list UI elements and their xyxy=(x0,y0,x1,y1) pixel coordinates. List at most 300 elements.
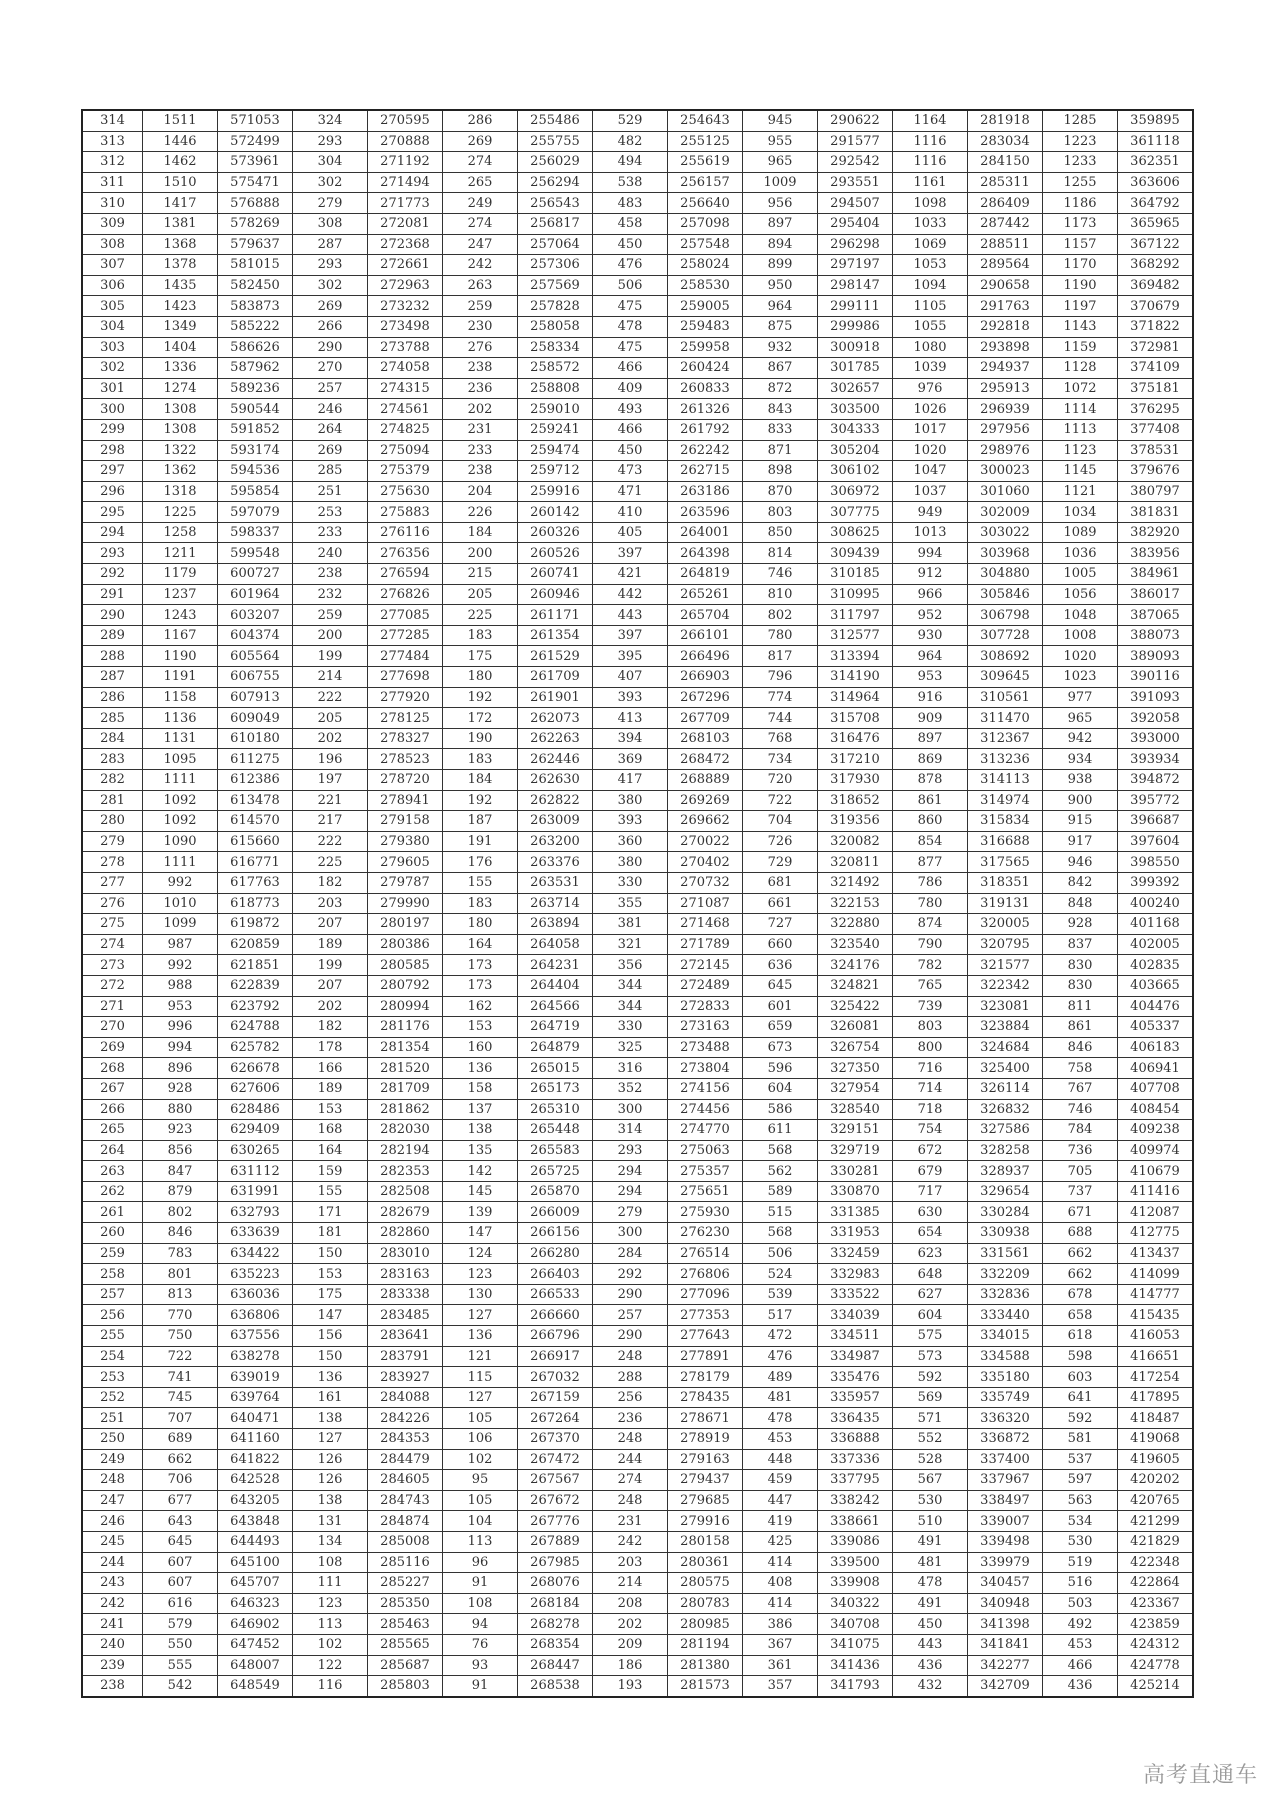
table-cell: 126 xyxy=(293,1470,368,1491)
table-cell: 147 xyxy=(443,1223,518,1244)
table-cell: 331385 xyxy=(818,1202,893,1223)
table-cell: 930 xyxy=(893,625,968,646)
table-cell: 282508 xyxy=(368,1181,443,1202)
table-cell: 222 xyxy=(293,831,368,852)
table-cell: 626678 xyxy=(218,1058,293,1079)
table-cell: 306798 xyxy=(968,605,1043,626)
table-cell: 774 xyxy=(743,687,818,708)
table-row xyxy=(82,975,1193,996)
table-cell: 298976 xyxy=(968,440,1043,461)
table-cell: 1111 xyxy=(143,852,218,873)
table-cell: 314113 xyxy=(968,770,1043,791)
table-row xyxy=(82,955,1193,976)
table-cell: 124 xyxy=(443,1243,518,1264)
table-cell: 289564 xyxy=(968,255,1043,276)
table-cell: 256 xyxy=(593,1387,668,1408)
table-cell: 847 xyxy=(143,1161,218,1182)
table-cell: 160 xyxy=(443,1037,518,1058)
table-cell: 166 xyxy=(293,1058,368,1079)
table-cell: 340457 xyxy=(968,1573,1043,1594)
table-cell: 391093 xyxy=(1118,687,1194,708)
table-cell: 263596 xyxy=(668,502,743,523)
table-cell: 436 xyxy=(893,1655,968,1676)
table-cell: 459 xyxy=(743,1470,818,1491)
table-cell: 604374 xyxy=(218,625,293,646)
table-cell: 537 xyxy=(1043,1449,1118,1470)
table-cell: 268184 xyxy=(518,1593,593,1614)
table-cell: 280386 xyxy=(368,934,443,955)
table-cell: 409974 xyxy=(1118,1140,1194,1161)
table-cell: 688 xyxy=(1043,1223,1118,1244)
table-cell: 96 xyxy=(443,1552,518,1573)
table-cell: 606755 xyxy=(218,667,293,688)
table-row xyxy=(82,934,1193,955)
table-cell: 364792 xyxy=(1118,193,1194,214)
table-cell: 260326 xyxy=(518,522,593,543)
table-cell: 279158 xyxy=(368,811,443,832)
table-cell: 1026 xyxy=(893,399,968,420)
score-cell: 245 xyxy=(82,1531,143,1552)
table-cell: 238 xyxy=(443,461,518,482)
table-cell: 357 xyxy=(743,1676,818,1697)
table-cell: 662 xyxy=(1043,1243,1118,1264)
table-cell: 643848 xyxy=(218,1511,293,1532)
table-cell: 880 xyxy=(143,1099,218,1120)
table-cell: 397604 xyxy=(1118,831,1194,852)
table-cell: 1190 xyxy=(1043,275,1118,296)
table-cell: 156 xyxy=(293,1326,368,1347)
table-cell: 200 xyxy=(293,625,368,646)
table-cell: 293898 xyxy=(968,337,1043,358)
table-cell: 515 xyxy=(743,1202,818,1223)
table-cell: 524 xyxy=(743,1264,818,1285)
table-cell: 482 xyxy=(593,131,668,152)
table-cell: 317930 xyxy=(818,770,893,791)
table-cell: 607913 xyxy=(218,687,293,708)
table-cell: 267032 xyxy=(518,1367,593,1388)
table-cell: 273163 xyxy=(668,1017,743,1038)
table-cell: 442 xyxy=(593,584,668,605)
table-cell: 475 xyxy=(593,296,668,317)
table-row xyxy=(82,996,1193,1017)
table-cell: 1237 xyxy=(143,584,218,605)
table-cell: 573961 xyxy=(218,152,293,173)
table-cell: 279990 xyxy=(368,893,443,914)
table-cell: 248 xyxy=(593,1490,668,1511)
table-cell: 271468 xyxy=(668,914,743,935)
table-cell: 180 xyxy=(443,667,518,688)
table-cell: 268538 xyxy=(518,1676,593,1697)
table-cell: 266660 xyxy=(518,1305,593,1326)
table-cell: 324821 xyxy=(818,975,893,996)
table-cell: 105 xyxy=(443,1490,518,1511)
table-cell: 1233 xyxy=(1043,152,1118,173)
table-cell: 267296 xyxy=(668,687,743,708)
table-cell: 257569 xyxy=(518,275,593,296)
table-cell: 283927 xyxy=(368,1367,443,1388)
table-cell: 596 xyxy=(743,1058,818,1079)
table-cell: 371822 xyxy=(1118,316,1194,337)
table-cell: 405 xyxy=(593,522,668,543)
table-cell: 301060 xyxy=(968,481,1043,502)
score-cell: 251 xyxy=(82,1408,143,1429)
table-cell: 877 xyxy=(893,852,968,873)
table-cell: 285116 xyxy=(368,1552,443,1573)
table-cell: 272081 xyxy=(368,213,443,234)
table-cell: 275094 xyxy=(368,440,443,461)
table-cell: 595854 xyxy=(218,481,293,502)
table-cell: 1069 xyxy=(893,234,968,255)
table-cell: 285803 xyxy=(368,1676,443,1697)
table-cell: 259 xyxy=(293,605,368,626)
table-cell: 175 xyxy=(293,1284,368,1305)
table-cell: 614570 xyxy=(218,811,293,832)
table-cell: 765 xyxy=(893,975,968,996)
table-body xyxy=(82,110,1193,1697)
table-cell: 1009 xyxy=(743,172,818,193)
table-cell: 407 xyxy=(593,667,668,688)
table-cell: 256817 xyxy=(518,213,593,234)
table-cell: 238 xyxy=(293,564,368,585)
table-cell: 260526 xyxy=(518,543,593,564)
table-cell: 372981 xyxy=(1118,337,1194,358)
table-cell: 184 xyxy=(443,522,518,543)
table-cell: 334039 xyxy=(818,1305,893,1326)
table-cell: 281709 xyxy=(368,1078,443,1099)
table-cell: 266101 xyxy=(668,625,743,646)
table-cell: 846 xyxy=(143,1223,218,1244)
table-cell: 302657 xyxy=(818,378,893,399)
table-row xyxy=(82,461,1193,482)
table-cell: 1258 xyxy=(143,522,218,543)
table-cell: 281573 xyxy=(668,1676,743,1697)
table-cell: 341075 xyxy=(818,1634,893,1655)
table-cell: 280783 xyxy=(668,1593,743,1614)
table-cell: 295913 xyxy=(968,378,1043,399)
table-cell: 259916 xyxy=(518,481,593,502)
table-cell: 296939 xyxy=(968,399,1043,420)
table-cell: 817 xyxy=(743,646,818,667)
table-cell: 483 xyxy=(593,193,668,214)
table-cell: 1114 xyxy=(1043,399,1118,420)
table-cell: 411416 xyxy=(1118,1181,1194,1202)
table-cell: 932 xyxy=(743,337,818,358)
table-cell: 214 xyxy=(593,1573,668,1594)
table-cell: 662 xyxy=(1043,1264,1118,1285)
table-cell: 256029 xyxy=(518,152,593,173)
table-cell: 262242 xyxy=(668,440,743,461)
table-cell: 312577 xyxy=(818,625,893,646)
table-cell: 398550 xyxy=(1118,852,1194,873)
table-cell: 270888 xyxy=(368,131,443,152)
table-cell: 283485 xyxy=(368,1305,443,1326)
score-cell: 284 xyxy=(82,728,143,749)
table-cell: 296298 xyxy=(818,234,893,255)
table-cell: 612386 xyxy=(218,770,293,791)
table-row xyxy=(82,1058,1193,1079)
table-cell: 443 xyxy=(593,605,668,626)
table-cell: 269269 xyxy=(668,790,743,811)
table-cell: 587962 xyxy=(218,358,293,379)
table-cell: 274770 xyxy=(668,1120,743,1141)
table-cell: 450 xyxy=(893,1614,968,1635)
table-cell: 264398 xyxy=(668,543,743,564)
table-cell: 344 xyxy=(593,975,668,996)
table-row xyxy=(82,1614,1193,1635)
table-cell: 389093 xyxy=(1118,646,1194,667)
table-row xyxy=(82,316,1193,337)
table-cell: 599548 xyxy=(218,543,293,564)
table-cell: 233 xyxy=(443,440,518,461)
table-cell: 621851 xyxy=(218,955,293,976)
table-cell: 285350 xyxy=(368,1593,443,1614)
table-cell: 171 xyxy=(293,1202,368,1223)
score-cell: 278 xyxy=(82,852,143,873)
table-cell: 297197 xyxy=(818,255,893,276)
table-cell: 671 xyxy=(1043,1202,1118,1223)
table-cell: 783 xyxy=(143,1243,218,1264)
table-cell: 681 xyxy=(743,872,818,893)
table-cell: 123 xyxy=(443,1264,518,1285)
table-cell: 726 xyxy=(743,831,818,852)
table-cell: 337400 xyxy=(968,1449,1043,1470)
table-cell: 291763 xyxy=(968,296,1043,317)
table-cell: 292542 xyxy=(818,152,893,173)
table-cell: 264566 xyxy=(518,996,593,1017)
table-cell: 155 xyxy=(293,1181,368,1202)
table-cell: 604 xyxy=(893,1305,968,1326)
table-cell: 340322 xyxy=(818,1593,893,1614)
table-cell: 1037 xyxy=(893,481,968,502)
table-cell: 393934 xyxy=(1118,749,1194,770)
score-cell: 285 xyxy=(82,708,143,729)
table-cell: 450 xyxy=(593,440,668,461)
table-cell: 630 xyxy=(893,1202,968,1223)
score-cell: 268 xyxy=(82,1058,143,1079)
table-cell: 476 xyxy=(593,255,668,276)
table-cell: 489 xyxy=(743,1367,818,1388)
table-cell: 1089 xyxy=(1043,522,1118,543)
table-cell: 255755 xyxy=(518,131,593,152)
table-cell: 1131 xyxy=(143,728,218,749)
table-cell: 279 xyxy=(293,193,368,214)
table-cell: 251 xyxy=(293,481,368,502)
table-cell: 413437 xyxy=(1118,1243,1194,1264)
table-cell: 329719 xyxy=(818,1140,893,1161)
table-cell: 610180 xyxy=(218,728,293,749)
table-cell: 265725 xyxy=(518,1161,593,1182)
table-cell: 563 xyxy=(1043,1490,1118,1511)
table-cell: 207 xyxy=(293,975,368,996)
table-cell: 450 xyxy=(593,234,668,255)
table-cell: 267159 xyxy=(518,1387,593,1408)
table-row xyxy=(82,172,1193,193)
table-cell: 306972 xyxy=(818,481,893,502)
table-cell: 360 xyxy=(593,831,668,852)
table-cell: 780 xyxy=(893,893,968,914)
score-cell: 254 xyxy=(82,1346,143,1367)
table-cell: 768 xyxy=(743,728,818,749)
table-cell: 425 xyxy=(743,1531,818,1552)
table-cell: 956 xyxy=(743,193,818,214)
score-cell: 257 xyxy=(82,1284,143,1305)
table-cell: 339086 xyxy=(818,1531,893,1552)
table-cell: 493 xyxy=(593,399,668,420)
table-row xyxy=(82,1367,1193,1388)
table-cell: 285 xyxy=(293,461,368,482)
table-cell: 369 xyxy=(593,749,668,770)
table-cell: 277096 xyxy=(668,1284,743,1305)
table-cell: 406941 xyxy=(1118,1058,1194,1079)
table-cell: 1017 xyxy=(893,419,968,440)
table-row xyxy=(82,502,1193,523)
table-cell: 286 xyxy=(443,110,518,131)
table-cell: 279163 xyxy=(668,1449,743,1470)
table-row xyxy=(82,811,1193,832)
table-cell: 153 xyxy=(293,1099,368,1120)
table-cell: 422864 xyxy=(1118,1573,1194,1594)
table-cell: 603 xyxy=(1043,1367,1118,1388)
table-cell: 284088 xyxy=(368,1387,443,1408)
table-cell: 182 xyxy=(293,872,368,893)
table-cell: 192 xyxy=(443,790,518,811)
score-cell: 281 xyxy=(82,790,143,811)
table-cell: 583873 xyxy=(218,296,293,317)
table-row xyxy=(82,1305,1193,1326)
table-cell: 260142 xyxy=(518,502,593,523)
table-cell: 286409 xyxy=(968,193,1043,214)
table-cell: 271789 xyxy=(668,934,743,955)
table-cell: 659 xyxy=(743,1017,818,1038)
table-cell: 254643 xyxy=(668,110,743,131)
table-cell: 335180 xyxy=(968,1367,1043,1388)
table-cell: 269 xyxy=(443,131,518,152)
table-cell: 423859 xyxy=(1118,1614,1194,1635)
table-cell: 950 xyxy=(743,275,818,296)
table-cell: 134 xyxy=(293,1531,368,1552)
table-cell: 896 xyxy=(143,1058,218,1079)
table-cell: 833 xyxy=(743,419,818,440)
table-cell: 1462 xyxy=(143,152,218,173)
table-cell: 256640 xyxy=(668,193,743,214)
table-cell: 746 xyxy=(743,564,818,585)
table-cell: 966 xyxy=(893,584,968,605)
table-cell: 186 xyxy=(593,1655,668,1676)
table-cell: 414099 xyxy=(1118,1264,1194,1285)
table-cell: 417254 xyxy=(1118,1367,1194,1388)
table-cell: 335957 xyxy=(818,1387,893,1408)
table-cell: 277285 xyxy=(368,625,443,646)
table-cell: 273488 xyxy=(668,1037,743,1058)
table-cell: 203 xyxy=(593,1552,668,1573)
table-cell: 275651 xyxy=(668,1181,743,1202)
table-row xyxy=(82,1634,1193,1655)
table-cell: 1005 xyxy=(1043,564,1118,585)
table-cell: 279380 xyxy=(368,831,443,852)
table-cell: 284226 xyxy=(368,1408,443,1429)
table-cell: 127 xyxy=(443,1305,518,1326)
table-cell: 394872 xyxy=(1118,770,1194,791)
table-cell: 707 xyxy=(143,1408,218,1429)
score-cell: 306 xyxy=(82,275,143,296)
table-cell: 578269 xyxy=(218,213,293,234)
table-cell: 293 xyxy=(593,1140,668,1161)
table-cell: 848 xyxy=(1043,893,1118,914)
table-cell: 344 xyxy=(593,996,668,1017)
table-cell: 278435 xyxy=(668,1387,743,1408)
table-cell: 635223 xyxy=(218,1264,293,1285)
table-cell: 266009 xyxy=(518,1202,593,1223)
table-cell: 1255 xyxy=(1043,172,1118,193)
table-cell: 233 xyxy=(293,522,368,543)
table-cell: 238 xyxy=(443,358,518,379)
table-cell: 283034 xyxy=(968,131,1043,152)
table-cell: 225 xyxy=(293,852,368,873)
table-cell: 871 xyxy=(743,440,818,461)
table-cell: 598 xyxy=(1043,1346,1118,1367)
table-cell: 402835 xyxy=(1118,955,1194,976)
table-cell: 331561 xyxy=(968,1243,1043,1264)
table-cell: 138 xyxy=(293,1490,368,1511)
table-row xyxy=(82,1470,1193,1491)
table-cell: 1099 xyxy=(143,914,218,935)
table-cell: 466 xyxy=(593,419,668,440)
table-cell: 634422 xyxy=(218,1243,293,1264)
score-cell: 313 xyxy=(82,131,143,152)
table-cell: 800 xyxy=(893,1037,968,1058)
table-cell: 259712 xyxy=(518,461,593,482)
table-cell: 803 xyxy=(743,502,818,523)
table-cell: 130 xyxy=(443,1284,518,1305)
table-cell: 261326 xyxy=(668,399,743,420)
table-cell: 340708 xyxy=(818,1614,893,1635)
table-cell: 267672 xyxy=(518,1490,593,1511)
table-cell: 996 xyxy=(143,1017,218,1038)
table-cell: 850 xyxy=(743,522,818,543)
table-row xyxy=(82,1490,1193,1511)
table-cell: 630265 xyxy=(218,1140,293,1161)
table-cell: 326754 xyxy=(818,1037,893,1058)
table-cell: 899 xyxy=(743,255,818,276)
table-cell: 217 xyxy=(293,811,368,832)
table-cell: 472 xyxy=(743,1326,818,1347)
table-cell: 1186 xyxy=(1043,193,1118,214)
table-cell: 299111 xyxy=(818,296,893,317)
score-cell: 244 xyxy=(82,1552,143,1573)
table-cell: 264001 xyxy=(668,522,743,543)
table-cell: 259241 xyxy=(518,419,593,440)
table-cell: 294 xyxy=(593,1161,668,1182)
table-cell: 478 xyxy=(593,316,668,337)
table-cell: 643205 xyxy=(218,1490,293,1511)
table-cell: 292 xyxy=(593,1264,668,1285)
score-cell: 314 xyxy=(82,110,143,131)
table-cell: 258024 xyxy=(668,255,743,276)
table-cell: 729 xyxy=(743,852,818,873)
table-cell: 644493 xyxy=(218,1531,293,1552)
table-cell: 265173 xyxy=(518,1078,593,1099)
table-cell: 631991 xyxy=(218,1181,293,1202)
table-cell: 280585 xyxy=(368,955,443,976)
table-cell: 266533 xyxy=(518,1284,593,1305)
table-cell: 481 xyxy=(743,1387,818,1408)
table-cell: 660 xyxy=(743,934,818,955)
table-cell: 654 xyxy=(893,1223,968,1244)
score-cell: 267 xyxy=(82,1078,143,1099)
table-cell: 415435 xyxy=(1118,1305,1194,1326)
table-cell: 1008 xyxy=(1043,625,1118,646)
table-cell: 290658 xyxy=(968,275,1043,296)
